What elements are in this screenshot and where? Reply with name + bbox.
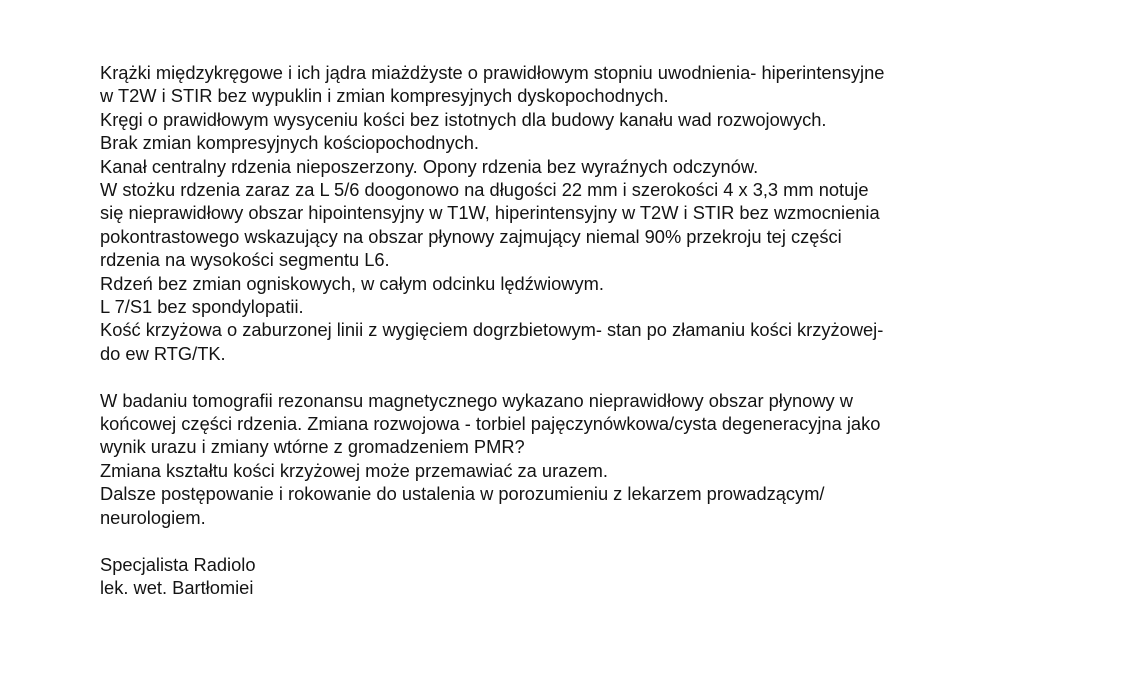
radiology-report	[100, 61, 1090, 599]
findings-line: W stożku rdzenia zaraz za L 5/6 doogonowo na długości 22 mm i szerokości 4 x 3,3 mm notuje	[100, 179, 869, 201]
conclusion-line: Dalsze postępowanie i rokowanie do ustalenia w porozumieniu z lekarzem prowadzącym/	[100, 483, 825, 505]
findings-line: pokontrastowego wskazujący na obszar płynowy zajmujący niemal 90% przekroju tej części	[100, 225, 842, 247]
findings-line: Kanał centralny rdzenia nieposzerzony. Opony rdzenia bez wyraźnych odczynów.	[100, 155, 759, 177]
conclusion-line: W badaniu tomografii rezonansu magnetycznego wykazano nieprawidłowy obszar płynowy w	[100, 389, 853, 411]
findings-line: Rdzeń bez zmian ogniskowych, w całym odcinku lędźwiowym.	[100, 272, 604, 294]
conclusion-line: neurologiem.	[100, 506, 206, 528]
paragraph-spacer	[100, 365, 1090, 388]
conclusion-line: końcowej części rdzenia. Zmiana rozwojowa - torbiel pajęczynówkowa/cysta degeneracyjna jako	[100, 413, 881, 435]
conclusion-line: wynik urazu i zmiany wtórne z gromadzeniem PMR?	[100, 436, 525, 458]
conclusion-section	[100, 389, 1090, 529]
findings-line: Krążki międzykręgowe i ich jądra miażdżyste o prawidłowym stopniu uwodnienia- hiperintensyjne	[100, 62, 885, 83]
paragraph-spacer	[100, 529, 1090, 552]
findings-line: się nieprawidłowy obszar hipointensyjny w T1W, hiperintensyjny w T2W i STIR bez wzmocnienia	[100, 202, 880, 224]
signature-title: Specjalista Radiolo	[100, 553, 256, 575]
findings-line: rdzenia na wysokości segmentu L6.	[100, 249, 390, 271]
findings-line: Kręgi o prawidłowym wysyceniu kości bez istotnych dla budowy kanału wad rozwojowych.	[100, 108, 827, 130]
findings-line: L 7/S1 bez spondylopatii.	[100, 296, 304, 318]
findings-line: Kość krzyżowa o zaburzonej linii z wygięciem dogrzbietowym- stan po złamaniu kości krzyżowej-	[100, 319, 884, 341]
findings-section	[100, 61, 1090, 365]
findings-line: do ew RTG/TK.	[100, 342, 226, 364]
findings-line: Brak zmian kompresyjnych kościopochodnych.	[100, 132, 479, 154]
conclusion-line: Zmiana kształtu kości krzyżowej może przemawiać za urazem.	[100, 459, 608, 481]
signature-block	[100, 553, 1090, 600]
signature-name: lek. wet. Bartłomiei	[100, 576, 254, 598]
findings-line: w T2W i STIR bez wypuklin i zmian kompresyjnych dyskopochodnych.	[100, 85, 669, 107]
